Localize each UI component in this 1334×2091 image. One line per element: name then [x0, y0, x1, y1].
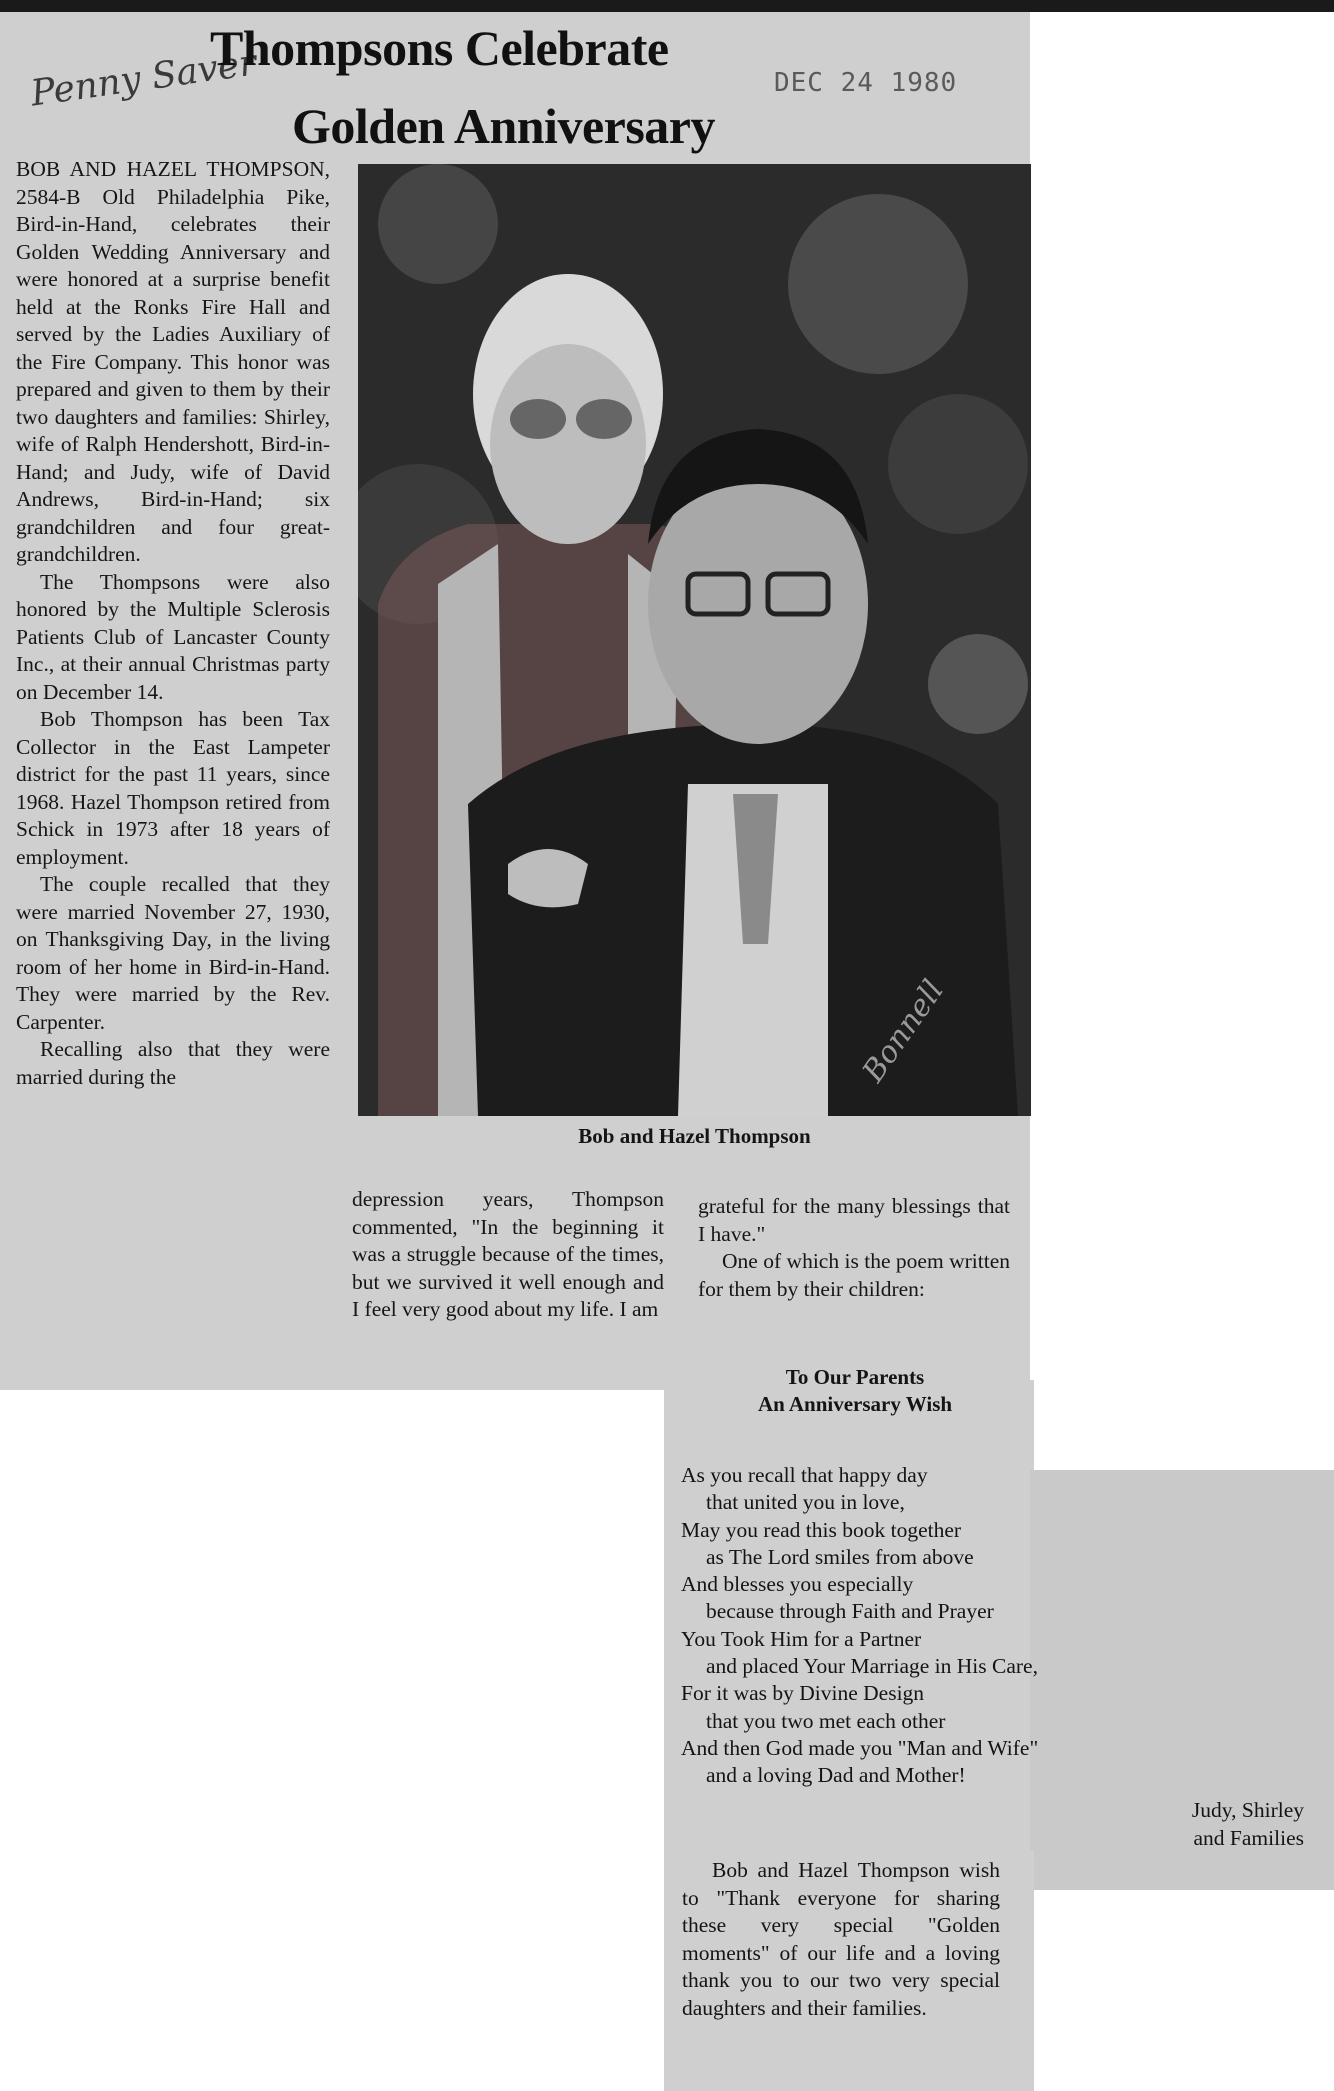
- scan-top-edge: [0, 0, 1334, 12]
- article-paragraph: One of which is the poem written for them by their children:: [698, 1249, 1010, 1301]
- poem-line: and a loving Dad and Mother!: [706, 1763, 966, 1788]
- studio-mark: Bonnell: [855, 973, 951, 1089]
- article-paragraph: depression years, Thompson commented, "In the beginning it was a struggle because of the times, but we survived it well enough and I feel very good about my life. I am: [352, 1187, 664, 1321]
- article-paragraph: Bob Thompson has been Tax Collector in the East Lampeter district for the past 11 years, since 1968. Hazel Thompson retired from Schick in 1973 after 18 years of employment.: [16, 707, 330, 869]
- poem-title-line1: To Our Parents: [785, 1365, 925, 1389]
- article-paragraph: The couple recalled that they were married November 27, 1930, on Thanksgiving Day, in the living room of her home in Bird-in-Hand. They were married by the Rev. Carpenter.: [16, 872, 330, 1034]
- couple-photo: [358, 164, 1031, 1116]
- poem-line: that united you in love,: [706, 1490, 905, 1515]
- poem-line: because through Faith and Prayer: [706, 1599, 994, 1624]
- date-stamp: DEC 24 1980: [774, 68, 958, 98]
- poem-line: For it was by Divine Design: [681, 1681, 925, 1706]
- poem-line: You Took Him for a Partner: [681, 1626, 922, 1651]
- poem-line: As you recall that happy day: [681, 1463, 928, 1487]
- thank-you-text: Bob and Hazel Thompson wish to "Thank everyone for sharing these very special "Golden moments" of our life and a loving thank you to our two very special daughters and their families.: [682, 1858, 1000, 2020]
- signature-line2: and Families: [1193, 1825, 1304, 1850]
- headline-line2: Golden Anniversary: [292, 98, 715, 154]
- couple-photo-illustration: [358, 164, 1031, 1116]
- poem-line: And blesses you especially: [681, 1572, 914, 1597]
- poem-line: that you two met each other: [706, 1708, 946, 1733]
- signature: [1192, 1797, 1304, 1852]
- headline-line1: Thompsons Celebrate: [210, 20, 669, 76]
- thank-you-note: [682, 1857, 1000, 2022]
- photo-caption: Bob and Hazel Thompson: [578, 1124, 811, 1148]
- article-paragraph: Recalling also that they were married during the: [16, 1037, 330, 1089]
- signature-line1: Judy, Shirley: [1191, 1798, 1304, 1822]
- poem-line: And then God made you "Man and Wife": [681, 1735, 1039, 1760]
- article-paragraph: grateful for the many blessings that I have.": [698, 1194, 1010, 1246]
- handwritten-note: Penny Saver: [28, 42, 259, 115]
- article-paragraph: BOB AND HAZEL THOMPSON, 2584-B Old Philadelphia Pike, Bird-in-Hand, celebrates their Golden Wedding Anniversary and were honored at a surprise benefit held at the Ronks Fire Hall and served by the Ladies Auxiliary of the Fire Company. This honor was prepared and given to them by their two daughters and families: Shirley, wife of Ralph Hendershott, Bird-in-Hand; and Judy, wife of David Andrews, Bird-in-Hand; six grandchildren and four great-grandchildren.: [16, 157, 330, 566]
- article-column-2: [352, 1186, 664, 1324]
- poem-body: [681, 1462, 1151, 1790]
- poem-title-line2: An Anniversary Wish: [757, 1392, 953, 1416]
- poem-line: as The Lord smiles from above: [706, 1544, 974, 1569]
- article-column-1: [16, 156, 330, 1091]
- article-column-3: [698, 1193, 1010, 1303]
- poem-line: May you read this book together: [681, 1517, 962, 1542]
- article-paragraph: The Thompsons were also honored by the Multiple Sclerosis Patients Club of Lancaster County Inc., at their annual Christmas party on December 14.: [16, 569, 330, 704]
- poem-line: and placed Your Marriage in His Care,: [706, 1654, 1038, 1679]
